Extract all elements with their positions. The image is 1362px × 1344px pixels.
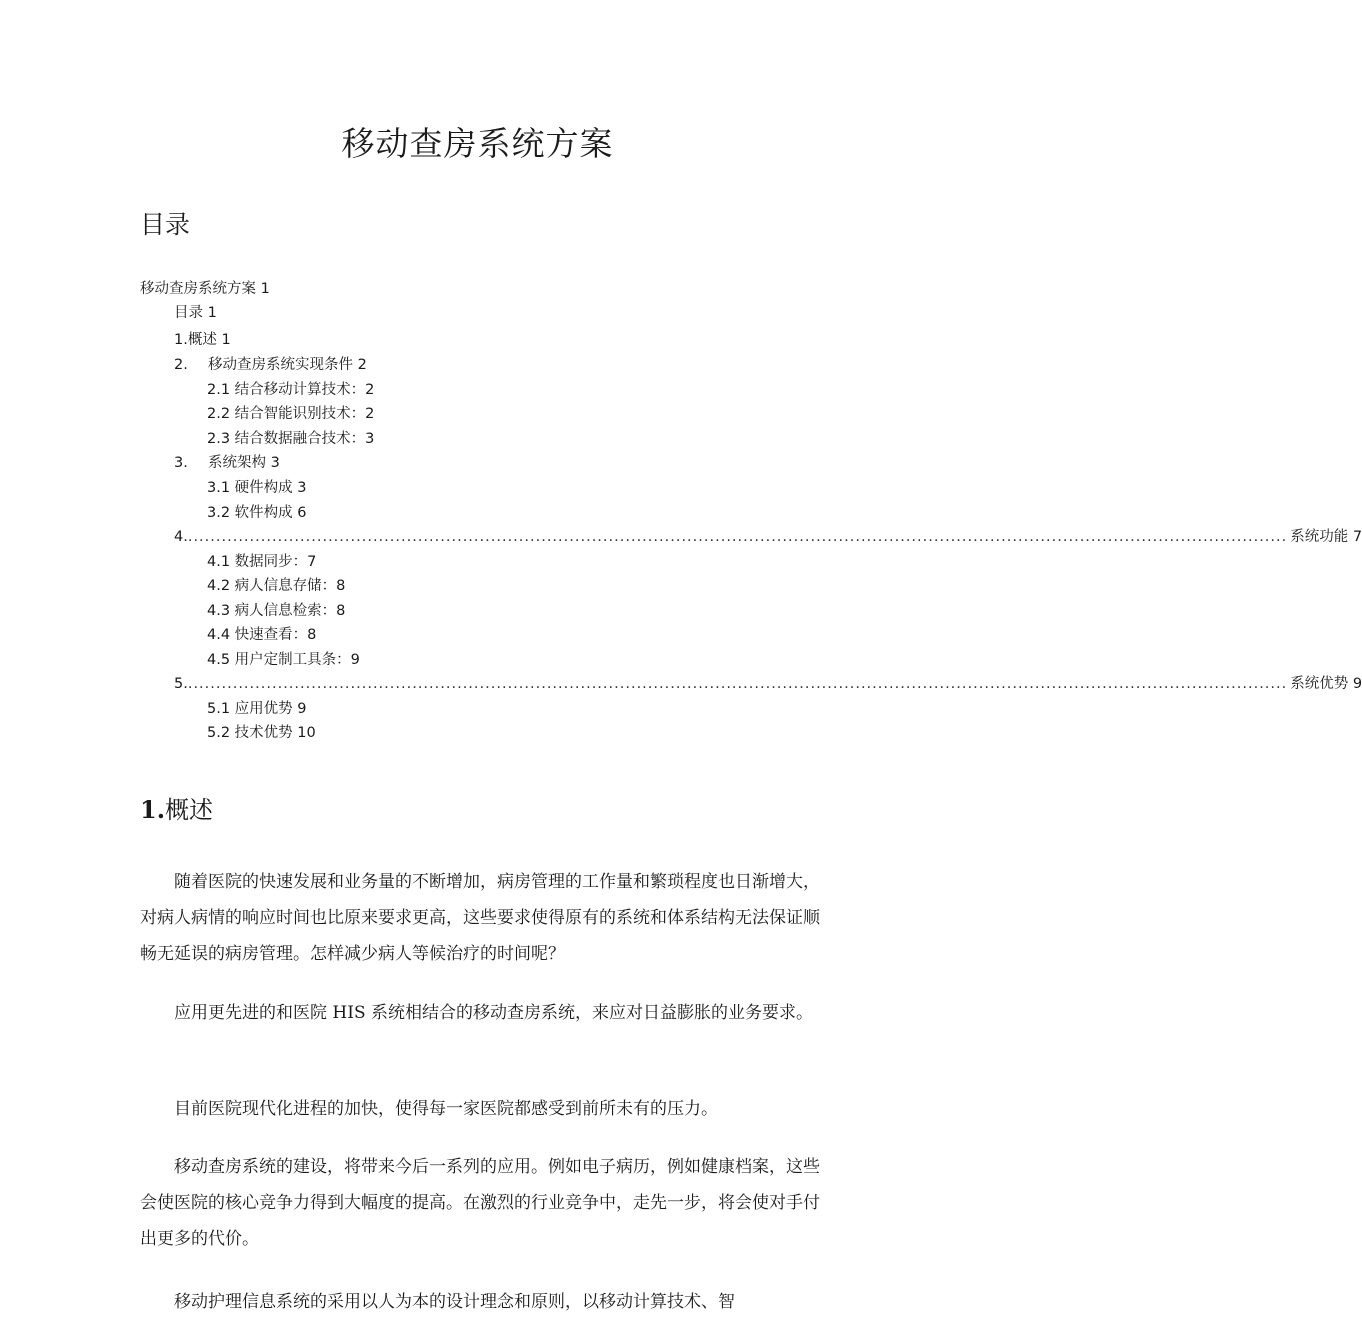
toc-entry[interactable]: 4.5 用户定制工具条：9 <box>207 652 360 668</box>
toc-entry-number: 3. <box>174 455 188 471</box>
toc-entry[interactable]: 目录 1 <box>174 305 217 321</box>
toc-entry[interactable]: 2. 移动查房系统实现条件 2 <box>174 354 367 376</box>
toc-entry[interactable]: 3.1 硬件构成 3 <box>207 480 307 496</box>
toc-dot-leader: .................................................................................................................................................................................................... <box>187 676 1288 692</box>
section-title: 概述 <box>165 796 214 824</box>
toc-entry[interactable]: 3.2 软件构成 6 <box>207 505 307 521</box>
document-title: 移动查房系统方案 <box>341 124 614 163</box>
toc-entry[interactable]: 4.4 快速查看：8 <box>207 627 317 643</box>
body-paragraph: 应用更先进的和医院 HIS 系统相结合的移动查房系统，来应对日益膨胀的业务要求。 <box>174 1003 813 1023</box>
toc-entry[interactable]: 2.2 结合智能识别技术：2 <box>207 406 375 422</box>
body-paragraph: 随着医院的快速发展和业务量的不断增加，病房管理的工作量和繁琐程度也日渐增大，对病人病情的响应时间也比原来要求更高，这些要求使得原有的系统和体系结构无法保证顺畅无延误的病房管理。怎样减少病人等候治疗的时间呢？ <box>140 872 820 964</box>
toc-entry[interactable]: 2.1 结合移动计算技术：2 <box>207 382 375 398</box>
toc-entry[interactable]: 5.1 应用优势 9 <box>207 701 307 717</box>
toc-entry[interactable]: 移动查房系统方案 1 <box>140 281 270 297</box>
toc-heading: 目录 <box>140 210 191 239</box>
body-paragraph: 移动护理信息系统的采用以人为本的设计理念和原则，以移动计算技术、智 <box>174 1292 735 1312</box>
toc-entry[interactable]: 5.2 技术优势 10 <box>207 725 316 741</box>
toc-entry[interactable]: 4.1 数据同步：7 <box>207 554 317 570</box>
toc-entry[interactable]: 3. 系统架构 3 <box>174 452 280 474</box>
body-paragraph: 移动查房系统的建设，将带来今后一系列的应用。例如电子病历，例如健康档案，这些会使医院的核心竞争力得到大幅度的提高。在激烈的行业竞争中，走先一步，将会使对手付出更多的代价。 <box>140 1157 820 1249</box>
toc-entry-number: 5. <box>174 676 188 692</box>
section-heading <box>140 790 213 825</box>
toc-entry[interactable]: 4.2 病人信息存储：8 <box>207 578 346 594</box>
toc-entry-number: 4. <box>174 529 188 545</box>
toc-entry-number: 2. <box>174 357 188 373</box>
section-number: 1. <box>140 795 166 824</box>
toc-entry[interactable]: 4. .................................................................................................................................................................................................... 系统功能 7 <box>174 526 802 548</box>
toc-entry[interactable]: 2.3 结合数据融合技术：3 <box>207 431 375 447</box>
toc-entry[interactable]: 5. .................................................................................................................................................................................................... 系统优势 9 <box>174 673 802 695</box>
toc-dot-leader: .................................................................................................................................................................................................... <box>187 529 1288 545</box>
toc-entry[interactable]: 1.概述 1 <box>174 332 231 348</box>
body-paragraph: 目前医院现代化进程的加快，使得每一家医院都感受到前所未有的压力。 <box>174 1099 718 1119</box>
toc-entry[interactable]: 4.3 病人信息检索：8 <box>207 603 346 619</box>
